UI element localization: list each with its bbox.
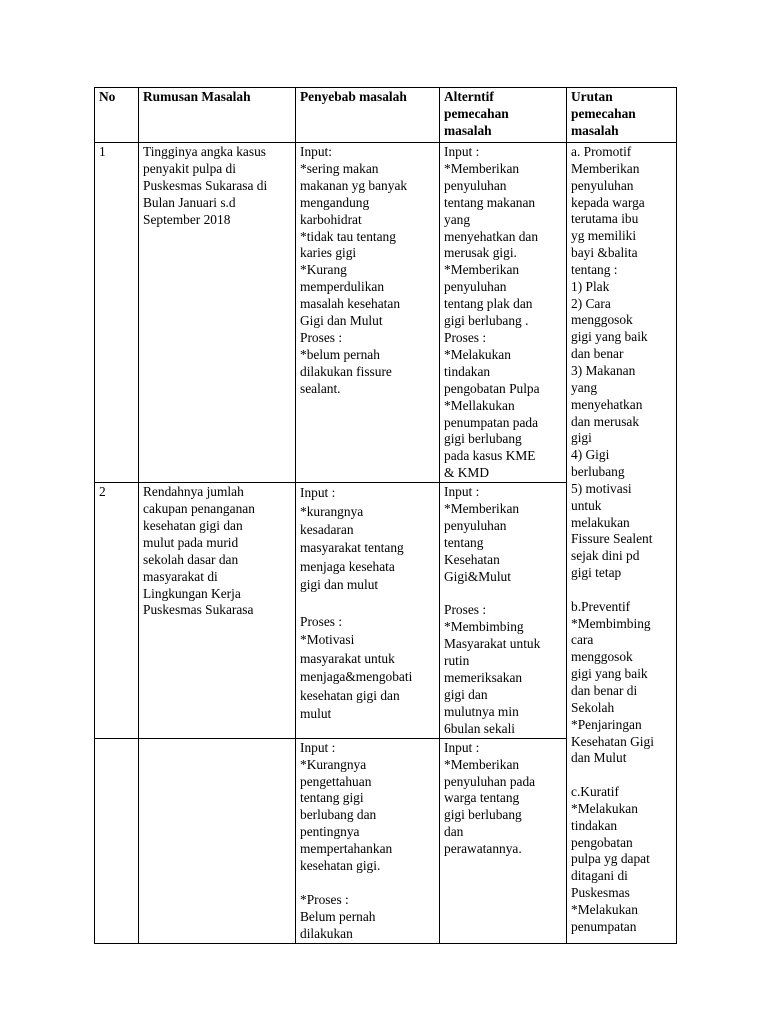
header-no: No (95, 88, 139, 143)
table-header-row (95, 88, 677, 143)
urutan-cell: a. Promotif Memberikan penyuluhan kepada warga terutama ibu yg memiliki bayi &balita tentang : 1) Plak 2) Cara menggosok gigi yang baik dan benar 3) Makanan yang menyehatkan dan merusak gigi 4) Gigi berlubang 5) motivasi untuk melakukan Fissure Sealent sejak dini pd gigi tetap b.Preventif *Membimbing cara menggosok gigi yang baik dan benar di Sekolah *Penjaringan Kesehatan Gigi dan Mulut c.Kuratif *Melakukan tindakan pengobatan pulpa yg dapat ditagani di Puskesmas *Melakukan penumpatan (567, 143, 677, 944)
alternatif-cell: Input : *Memberikan penyuluhan pada warga tentang gigi berlubang dan perawatannya. (440, 738, 567, 943)
header-alternatif-pemecahan: Alterntif pemecahan masalah (440, 88, 567, 143)
alternatif-cell: Input : *Memberikan penyuluhan tentang Kesehatan Gigi&Mulut Proses : *Membimbing Masyarakat untuk rutin memeriksakan gigi dan mulutnya min 6bulan sekali (440, 483, 567, 739)
header-urutan-pemecahan: Urutan pemecahan masalah (567, 88, 677, 143)
problem-table (94, 87, 677, 944)
rumusan-cell: Rendahnya jumlah cakupan penanganan kesehatan gigi dan mulut pada murid sekolah dasar dan masyarakat di Lingkungan Kerja Puskesmas Sukarasa (139, 483, 296, 739)
table-row (95, 143, 677, 483)
penyebab-cell: Input : *kurangnya kesadaran masyarakat tentang menjaga kesehata gigi dan mulut Proses : *Motivasi masyarakat untuk menjaga&mengobati kesehatan gigi dan mulut (296, 483, 440, 739)
rumusan-cell (139, 738, 296, 943)
row-number (95, 738, 139, 943)
rumusan-cell: Tingginya angka kasus penyakit pulpa di Puskesmas Sukarasa di Bulan Januari s.d September 2018 (139, 143, 296, 483)
penyebab-cell: Input: *sering makan makanan yg banyak mengandung karbohidrat *tidak tau tentang karies gigi *Kurang memperdulikan masalah kesehatan Gigi dan Mulut Proses : *belum pernah dilakukan fissure sealant. (296, 143, 440, 483)
penyebab-cell: Input : *Kurangnya pengettahuan tentang gigi berlubang dan pentingnya mempertahankan kesehatan gigi. *Proses : Belum pernah dilakukan (296, 738, 440, 943)
row-number: 1 (95, 143, 139, 483)
header-penyebab-masalah: Penyebab masalah (296, 88, 440, 143)
header-rumusan-masalah: Rumusan Masalah (139, 88, 296, 143)
row-number: 2 (95, 483, 139, 739)
alternatif-cell: Input : *Memberikan penyuluhan tentang makanan yang menyehatkan dan merusak gigi. *Memberikan penyuluhan tentang plak dan gigi berlubang . Proses : *Melakukan tindakan pengobatan Pulpa *Mellakukan penumpatan pada gigi berlubang pada kasus KME & KMD (440, 143, 567, 483)
